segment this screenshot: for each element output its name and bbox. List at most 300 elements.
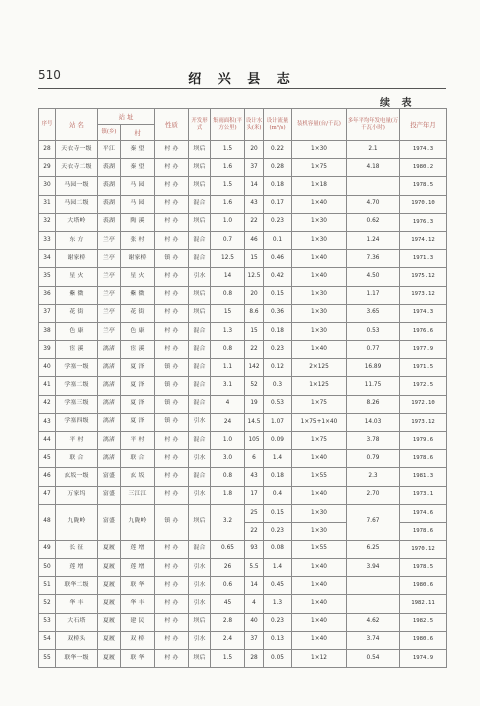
continued-label: 续 表	[380, 98, 416, 109]
town-cell: 夏履	[98, 631, 121, 649]
table-row	[39, 649, 447, 667]
station-name-cell: 星 火	[56, 268, 98, 286]
design-flow-cell: 0.22	[264, 141, 292, 159]
table-row	[39, 486, 447, 504]
town-cell: 漓渚	[98, 359, 121, 377]
station-name-cell: 学塞四级	[56, 413, 98, 431]
dev-mode-cell: 坝后	[189, 141, 211, 159]
design-head-cell: 12.5	[245, 268, 264, 286]
capacity-cell: 1×40	[292, 195, 347, 213]
design-flow-cell: 0.1	[264, 231, 292, 249]
dev-mode-cell: 混合	[189, 322, 211, 340]
table-row	[39, 558, 447, 576]
station-name-cell: 学塞二级	[56, 377, 98, 395]
dev-mode-cell: 引水	[189, 450, 211, 468]
design-flow-cell: 1.4	[264, 558, 292, 576]
dev-mode-cell: 坝后	[189, 649, 211, 667]
col-header-design-head: 设计水头(米)	[245, 109, 264, 141]
design-flow-cell: 0.17	[264, 195, 292, 213]
catchment-cell: 24	[211, 413, 245, 431]
station-name-cell: 马园一级	[56, 177, 98, 195]
design-flow-cell: 0.18	[264, 322, 292, 340]
year-cell: 1980.6	[400, 631, 447, 649]
year-cell: 1974.9	[400, 649, 447, 667]
catchment-cell: 1.5	[211, 141, 245, 159]
year-cell: 1975.12	[400, 268, 447, 286]
head-split-cell	[245, 504, 264, 540]
col-header-annual-gen: 多年平均年发电量(万千瓦小时)	[347, 109, 400, 141]
table-row	[39, 322, 447, 340]
table-row	[39, 450, 447, 468]
year-cell: 1982.11	[400, 595, 447, 613]
design-flow-cell: 0.15	[264, 286, 292, 304]
capacity-cell: 1×30	[292, 213, 347, 231]
village-cell: 秦 望	[121, 159, 155, 177]
station-name-cell: 大塔岭	[56, 213, 98, 231]
table-row	[39, 413, 447, 431]
capacity-cell: 1×12	[292, 649, 347, 667]
town-cell: 漓渚	[98, 432, 121, 450]
dev-mode-cell: 坝后	[189, 177, 211, 195]
design-flow-cell: 0.08	[264, 540, 292, 558]
seq-cell: 35	[39, 268, 56, 286]
village-cell: 夏 泽	[121, 413, 155, 431]
year-cell: 1970.12	[400, 540, 447, 558]
town-cell: 裘湖	[98, 159, 121, 177]
table-row	[39, 177, 447, 195]
seq-cell: 28	[39, 141, 56, 159]
design-head-cell: 19	[245, 395, 264, 413]
station-name-cell: 九陇岭	[56, 504, 98, 540]
col-header-town: 镇(乡)	[98, 125, 121, 141]
table-row	[39, 504, 447, 540]
catchment-cell: 1.6	[211, 195, 245, 213]
dev-mode-cell: 混合	[189, 359, 211, 377]
dev-mode-cell: 混合	[189, 341, 211, 359]
annual-gen-cell	[347, 595, 400, 613]
design-head-cell: 22	[245, 341, 264, 359]
catchment-cell: 3.1	[211, 377, 245, 395]
design-flow-cell: 0.4	[264, 486, 292, 504]
table-row	[39, 286, 447, 304]
table-row	[39, 213, 447, 231]
nature-cell: 村 办	[155, 195, 189, 213]
design-flow-cell: 0.46	[264, 250, 292, 268]
nature-cell: 镇 办	[155, 395, 189, 413]
capacity-cell: 1×30	[292, 286, 347, 304]
year-cell: 1976.6	[400, 322, 447, 340]
dev-mode-cell: 引水	[189, 558, 211, 576]
nature-cell: 镇 办	[155, 377, 189, 395]
town-cell: 夏履	[98, 558, 121, 576]
dev-mode-cell: 混合	[189, 231, 211, 249]
table-row	[39, 468, 447, 486]
annual-gen-cell: 1.24	[347, 231, 400, 249]
col-header-site: 站 址	[98, 109, 155, 125]
dev-mode-cell: 混合	[189, 540, 211, 558]
village-cell: 夏 泽	[121, 395, 155, 413]
nature-cell: 村 办	[155, 649, 189, 667]
village-cell: 华 丰	[121, 595, 155, 613]
annual-gen-cell: 2.1	[347, 141, 400, 159]
design-flow-cell: 0.13	[264, 631, 292, 649]
design-head-cell: 20	[245, 286, 264, 304]
catchment-cell: 3.2	[211, 504, 245, 540]
annual-gen-cell: 3.78	[347, 432, 400, 450]
dev-mode-cell: 引水	[189, 577, 211, 595]
flow-value-a: 0.15	[271, 509, 284, 516]
col-header-capacity: 装机容量(台/千瓦)	[292, 109, 347, 141]
catchment-cell: 1.5	[211, 649, 245, 667]
year-cell: 1971.5	[400, 359, 447, 377]
nature-cell: 村 办	[155, 159, 189, 177]
annual-gen-cell: 16.89	[347, 359, 400, 377]
seq-cell: 46	[39, 468, 56, 486]
village-cell: 星 火	[121, 268, 155, 286]
design-head-cell: 22	[245, 213, 264, 231]
annual-gen-cell: 2.3	[347, 468, 400, 486]
seq-cell: 34	[39, 250, 56, 268]
catchment-cell: 1.0	[211, 432, 245, 450]
design-flow-cell: 0.3	[264, 377, 292, 395]
nature-cell: 村 办	[155, 450, 189, 468]
design-flow-cell: 0.28	[264, 159, 292, 177]
annual-gen-cell: 3.74	[347, 631, 400, 649]
nature-cell: 村 办	[155, 231, 189, 249]
town-cell: 漓渚	[98, 413, 121, 431]
catchment-cell: 4	[211, 395, 245, 413]
nature-cell: 镇 办	[155, 504, 189, 540]
village-cell: 紫 微	[121, 286, 155, 304]
catchment-cell: 15	[211, 304, 245, 322]
year-cell: 1973.1	[400, 486, 447, 504]
seq-cell: 52	[39, 595, 56, 613]
seq-cell: 33	[39, 231, 56, 249]
year-cell: 1972.5	[400, 377, 447, 395]
seq-cell: 51	[39, 577, 56, 595]
seq-cell: 32	[39, 213, 56, 231]
capacity-cell: 1×40	[292, 595, 347, 613]
seq-cell: 54	[39, 631, 56, 649]
village-cell: 马 园	[121, 177, 155, 195]
design-head-cell: 37	[245, 159, 264, 177]
seq-cell: 30	[39, 177, 56, 195]
dev-mode-cell: 引水	[189, 486, 211, 504]
table-row	[39, 159, 447, 177]
village-cell: 联 华	[121, 649, 155, 667]
capacity-cell: 1×30	[292, 322, 347, 340]
col-header-seq: 序号	[39, 109, 56, 141]
cap-value-a: 1×30	[311, 509, 327, 516]
village-cell: 马 园	[121, 195, 155, 213]
seq-cell: 31	[39, 195, 56, 213]
year-cell: 1973.12	[400, 413, 447, 431]
col-header-dev-mode: 开发形式	[189, 109, 211, 141]
design-head-cell: 15	[245, 250, 264, 268]
dev-mode-cell: 混合	[189, 432, 211, 450]
nature-cell: 村 办	[155, 486, 189, 504]
nature-cell: 村 办	[155, 177, 189, 195]
design-flow-cell: 0.18	[264, 468, 292, 486]
station-name-cell: 华 丰	[56, 595, 98, 613]
annual-gen-cell: 11.75	[347, 377, 400, 395]
seq-cell: 48	[39, 504, 56, 540]
nature-cell: 村 办	[155, 141, 189, 159]
annual-gen-cell: 14.03	[347, 413, 400, 431]
design-flow-cell: 0.23	[264, 613, 292, 631]
dev-mode-cell: 引水	[189, 595, 211, 613]
catchment-cell: 1.3	[211, 322, 245, 340]
catchment-cell: 12.5	[211, 250, 245, 268]
town-cell: 兰亭	[98, 322, 121, 340]
table-row	[39, 250, 447, 268]
year-cell: 1977.9	[400, 341, 447, 359]
station-name-cell: 平 村	[56, 432, 98, 450]
design-head-cell: 105	[245, 432, 264, 450]
station-name-cell: 联华二级	[56, 577, 98, 595]
town-cell: 夏履	[98, 595, 121, 613]
town-cell: 夏履	[98, 649, 121, 667]
table-row	[39, 359, 447, 377]
design-head-cell: 28	[245, 649, 264, 667]
design-flow-cell: 0.42	[264, 268, 292, 286]
nature-cell: 村 办	[155, 613, 189, 631]
town-cell: 夏履	[98, 577, 121, 595]
table-row	[39, 141, 447, 159]
year-cell: 1973.12	[400, 286, 447, 304]
dev-mode-cell: 引水	[189, 631, 211, 649]
nature-cell: 村 办	[155, 432, 189, 450]
capacity-cell: 1×40	[292, 450, 347, 468]
nature-cell: 村 办	[155, 558, 189, 576]
catchment-cell: 1.8	[211, 486, 245, 504]
catchment-cell: 45	[211, 595, 245, 613]
seq-cell: 43	[39, 413, 56, 431]
seq-cell: 37	[39, 304, 56, 322]
station-name-cell: 马园二级	[56, 195, 98, 213]
design-head-cell: 40	[245, 613, 264, 631]
dev-mode-cell: 坝后	[189, 286, 211, 304]
dev-mode-cell: 混合	[189, 250, 211, 268]
village-cell: 谢家桥	[121, 250, 155, 268]
town-cell: 漓渚	[98, 341, 121, 359]
page-header	[38, 68, 446, 87]
head-value-b: 22	[245, 522, 263, 540]
station-name-cell: 学塞三级	[56, 395, 98, 413]
annual-gen-cell: 2.70	[347, 486, 400, 504]
capacity-cell: 1×40	[292, 577, 347, 595]
annual-gen-cell: 0.79	[347, 450, 400, 468]
catchment-cell: 26	[211, 558, 245, 576]
town-cell: 兰亭	[98, 250, 121, 268]
station-name-cell: 谢家桥	[56, 250, 98, 268]
village-cell: 九陇岭	[121, 504, 155, 540]
catchment-cell: 1.0	[211, 213, 245, 231]
col-header-nature: 性质	[155, 109, 189, 141]
nature-cell: 镇 办	[155, 413, 189, 431]
design-head-cell: 15	[245, 322, 264, 340]
design-flow-cell: 1.07	[264, 413, 292, 431]
capacity-cell: 1×40	[292, 486, 347, 504]
design-flow-cell: 1.4	[264, 450, 292, 468]
design-flow-cell: 0.12	[264, 359, 292, 377]
design-flow-cell: 0.05	[264, 649, 292, 667]
nature-cell: 村 办	[155, 341, 189, 359]
nature-cell: 村 办	[155, 322, 189, 340]
year-split-cell	[400, 504, 447, 540]
design-head-cell: 46	[245, 231, 264, 249]
annual-gen-cell: 1.17	[347, 286, 400, 304]
catchment-cell: 1.5	[211, 177, 245, 195]
capacity-cell: 1×40	[292, 341, 347, 359]
annual-gen-cell: 0.77	[347, 341, 400, 359]
seq-cell: 50	[39, 558, 56, 576]
annual-gen-cell: 4.62	[347, 613, 400, 631]
station-name-cell: 东 方	[56, 231, 98, 249]
village-cell: 夏 泽	[121, 377, 155, 395]
dev-mode-cell: 引水	[189, 268, 211, 286]
year-cell: 1974.12	[400, 231, 447, 249]
station-name-cell: 天衣寺二级	[56, 159, 98, 177]
station-name-cell: 天衣寺一级	[56, 141, 98, 159]
design-head-cell: 43	[245, 195, 264, 213]
year-cell: 1978.6	[400, 450, 447, 468]
design-head-cell: 6	[245, 450, 264, 468]
catchment-cell: 1.1	[211, 359, 245, 377]
town-cell: 富盛	[98, 486, 121, 504]
design-flow-cell: 0.09	[264, 432, 292, 450]
village-cell: 建 民	[121, 613, 155, 631]
dev-mode-cell: 混合	[189, 377, 211, 395]
village-cell: 花 街	[121, 304, 155, 322]
seq-cell: 53	[39, 613, 56, 631]
table-row	[39, 377, 447, 395]
design-head-cell: 14	[245, 177, 264, 195]
capacity-cell: 1×40	[292, 631, 347, 649]
design-head-cell: 52	[245, 377, 264, 395]
seq-cell: 44	[39, 432, 56, 450]
design-flow-cell: 0.36	[264, 304, 292, 322]
table-row	[39, 231, 447, 249]
town-cell: 兰亭	[98, 231, 121, 249]
town-cell: 富盛	[98, 468, 121, 486]
town-cell: 裘湖	[98, 177, 121, 195]
design-flow-cell: 0.23	[264, 341, 292, 359]
nature-cell: 村 办	[155, 540, 189, 558]
annual-gen-cell	[347, 577, 400, 595]
annual-gen-cell: 6.25	[347, 540, 400, 558]
design-flow-cell: 0.18	[264, 177, 292, 195]
annual-gen-cell: 3.94	[347, 558, 400, 576]
seq-cell: 45	[39, 450, 56, 468]
town-cell: 兰亭	[98, 304, 121, 322]
head-value-a: 25	[250, 509, 258, 516]
seq-cell: 42	[39, 395, 56, 413]
catchment-cell: 0.8	[211, 468, 245, 486]
station-name-cell: 长 征	[56, 540, 98, 558]
town-cell: 富盛	[98, 504, 121, 540]
table-row	[39, 268, 447, 286]
design-head-cell: 17	[245, 486, 264, 504]
design-head-cell: 14	[245, 577, 264, 595]
design-head-cell: 20	[245, 141, 264, 159]
table-row	[39, 595, 447, 613]
town-cell: 裘湖	[98, 213, 121, 231]
design-head-cell: 8.6	[245, 304, 264, 322]
dev-mode-cell: 混合	[189, 468, 211, 486]
catchment-cell: 14	[211, 268, 245, 286]
col-header-year: 投产年月	[400, 109, 447, 141]
year-cell: 1981.3	[400, 468, 447, 486]
seq-cell: 41	[39, 377, 56, 395]
capacity-cell: 1×55	[292, 540, 347, 558]
capacity-cell: 1×55	[292, 468, 347, 486]
dev-mode-cell: 坝后	[189, 504, 211, 540]
village-cell: 联 合	[121, 450, 155, 468]
table-body	[39, 141, 447, 668]
flow-value-b: 0.23	[264, 522, 291, 540]
flow-split-cell	[264, 504, 292, 540]
town-cell: 漓渚	[98, 395, 121, 413]
dev-mode-cell: 混合	[189, 395, 211, 413]
catchment-cell: 0.65	[211, 540, 245, 558]
year-cell: 1980.2	[400, 159, 447, 177]
year-cell: 1982.5	[400, 613, 447, 631]
nature-cell: 村 办	[155, 631, 189, 649]
design-head-cell: 43	[245, 468, 264, 486]
seq-cell: 36	[39, 286, 56, 304]
seq-cell: 55	[39, 649, 56, 667]
design-flow-cell: 0.53	[264, 395, 292, 413]
table-row	[39, 304, 447, 322]
nature-cell: 村 办	[155, 304, 189, 322]
town-cell: 夏履	[98, 540, 121, 558]
seq-cell: 39	[39, 341, 56, 359]
design-head-cell: 5.5	[245, 558, 264, 576]
year-cell: 1971.3	[400, 250, 447, 268]
year-cell: 1978.5	[400, 177, 447, 195]
seq-cell: 29	[39, 159, 56, 177]
col-header-catchment: 集雨面积(平方公里)	[211, 109, 245, 141]
col-header-design-flow: 设计流量(m³/s)	[264, 109, 292, 141]
dev-mode-cell: 坝后	[189, 304, 211, 322]
annual-gen-cell: 0.54	[347, 649, 400, 667]
town-cell: 夏履	[98, 613, 121, 631]
catchment-cell: 0.8	[211, 341, 245, 359]
annual-gen-cell: 3.65	[347, 304, 400, 322]
table-row	[39, 195, 447, 213]
nature-cell: 镇 办	[155, 250, 189, 268]
table-row	[39, 432, 447, 450]
village-cell: 联 华	[121, 577, 155, 595]
annual-gen-cell: 7.36	[347, 250, 400, 268]
station-name-cell: 大石塔	[56, 613, 98, 631]
table-row	[39, 540, 447, 558]
hydropower-station-table	[38, 108, 447, 668]
catchment-cell: 1.6	[211, 159, 245, 177]
town-cell: 裘湖	[98, 195, 121, 213]
nature-cell: 村 办	[155, 468, 189, 486]
col-header-village: 村	[121, 125, 155, 141]
station-name-cell: 玄坂一级	[56, 468, 98, 486]
catchment-cell: 2.4	[211, 631, 245, 649]
annual-gen-cell: 7.67	[347, 504, 400, 540]
capacity-cell: 1×75	[292, 159, 347, 177]
capacity-cell: 1×40	[292, 250, 347, 268]
catchment-cell: 0.6	[211, 577, 245, 595]
table-row	[39, 613, 447, 631]
annual-gen-cell: 0.53	[347, 322, 400, 340]
